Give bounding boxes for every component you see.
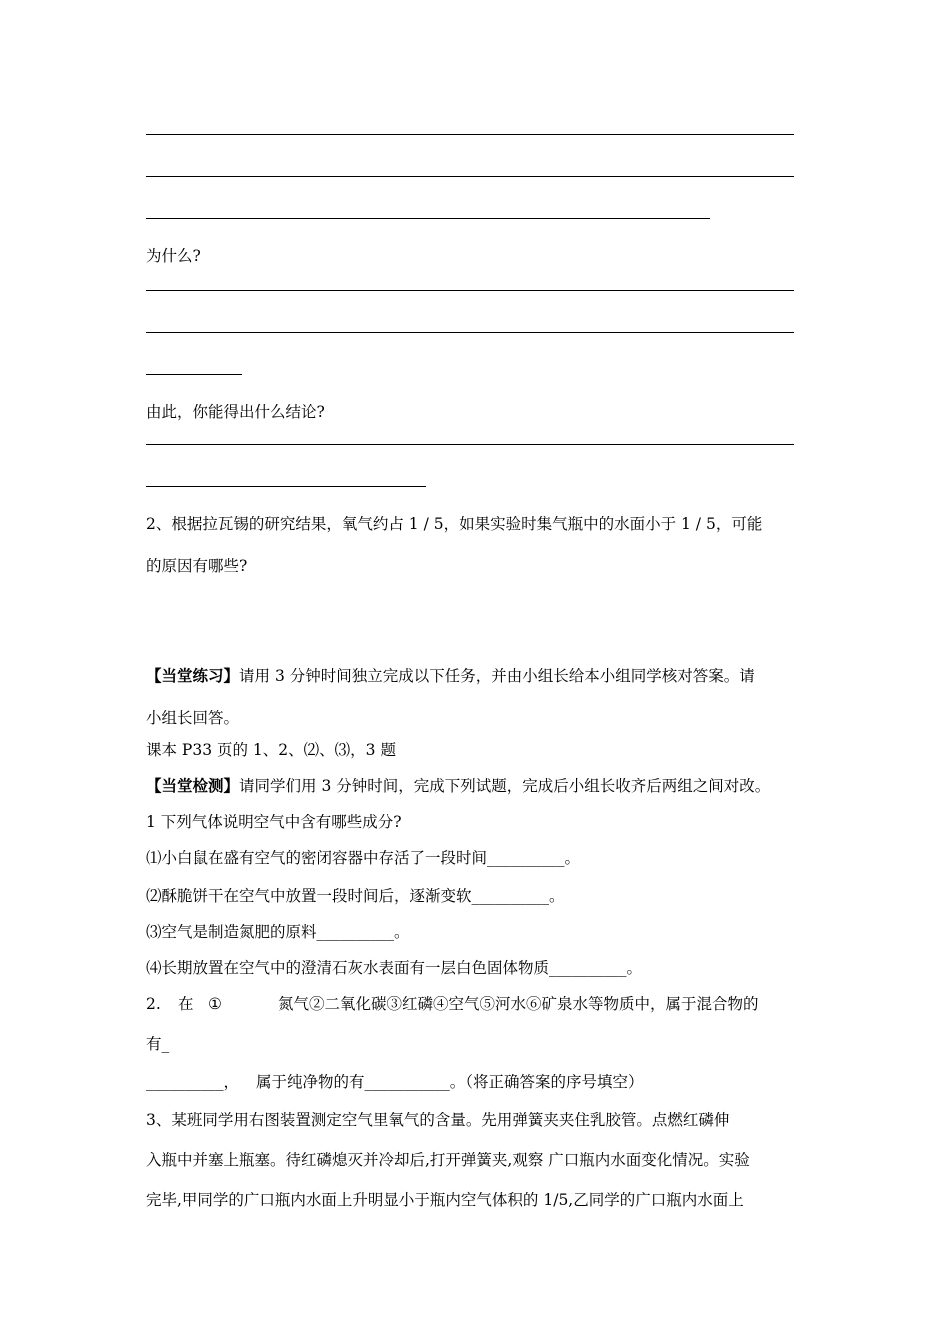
test-question-2-in: 在 xyxy=(178,995,194,1013)
test-question-3-line-2: 入瓶中并塞上瓶塞。待红磷熄灭并冷却后,打开弹簧夹,观察 广口瓶内水面变化情况。实验 xyxy=(146,1151,750,1169)
test-question-3-line-3: 完毕,甲同学的广口瓶内水面上升明显小于瓶内空气体积的 1/5,乙同学的广口瓶内水面上 xyxy=(146,1191,744,1209)
test-question-2-number: 2. xyxy=(146,995,161,1013)
test-question-1-title: 1 下列气体说明空气中含有哪些成分? xyxy=(146,813,402,831)
test-heading: 【当堂检测】 xyxy=(146,776,240,795)
answer-blank-line xyxy=(146,290,794,291)
answer-blank-line xyxy=(146,444,794,445)
answer-blank-line xyxy=(146,332,794,333)
answer-blank-line xyxy=(146,374,242,375)
test-question-2-line-1 xyxy=(146,994,759,1014)
conclusion-prompt: 由此，你能得出什么结论? xyxy=(146,403,325,421)
answer-blank-line xyxy=(146,486,426,487)
question-2-line-2: 的原因有哪些? xyxy=(146,557,248,575)
test-question-2-line-2: 有_ xyxy=(146,1035,170,1053)
test-question-1d: ⑷长期放置在空气中的澄清石灰水表面有一层白色固体物质__________。 xyxy=(146,959,643,977)
question-2-line-1: 2、根据拉瓦锡的研究结果，氧气约占 1 / 5，如果实验时集气瓶中的水面小于 1 / 5，可能 xyxy=(146,515,763,533)
mixture-answer-blank: __________， xyxy=(146,1073,240,1091)
test-question-1c: ⑶空气是制造氮肥的原料__________。 xyxy=(146,923,410,941)
pure-substance-prompt: 属于纯净物的有___________。（将正确答案的序号填空） xyxy=(256,1073,644,1091)
why-prompt: 为什么? xyxy=(146,247,201,265)
practice-text: 请用 3 分钟时间独立完成以下任务，并由小组长给本小组同学核对答案。请 xyxy=(239,667,755,685)
test-question-3-line-1: 3、某班同学用右图装置测定空气里氧气的含量。先用弹簧夹夹住乳胶管。点燃红磷伸 xyxy=(146,1111,730,1129)
test-question-1a: ⑴小白鼠在盛有空气的密闭容器中存活了一段时间__________。 xyxy=(146,849,581,867)
test-question-1b: ⑵酥脆饼干在空气中放置一段时间后，逐渐变软__________。 xyxy=(146,887,565,905)
practice-heading: 【当堂练习】 xyxy=(146,666,240,685)
answer-blank-line xyxy=(146,218,710,219)
test-paragraph xyxy=(146,776,770,796)
test-question-2-circle-1: ① xyxy=(208,995,222,1013)
practice-text-cont: 小组长回答。 xyxy=(146,709,240,727)
test-question-2-rest: 氮气②二氧化碳③红磷④空气⑤河水⑥矿泉水等物质中，属于混合物的 xyxy=(278,995,759,1013)
test-question-2-line-3 xyxy=(146,1072,644,1092)
practice-paragraph xyxy=(146,666,755,686)
answer-blank-line xyxy=(146,176,794,177)
textbook-assignment: 课本 P33 页的 1、2、⑵、⑶，3 题 xyxy=(146,741,396,759)
test-text: 请同学们用 3 分钟时间，完成下列试题，完成后小组长收齐后两组之间对改。 xyxy=(239,777,771,795)
answer-blank-line xyxy=(146,134,794,135)
